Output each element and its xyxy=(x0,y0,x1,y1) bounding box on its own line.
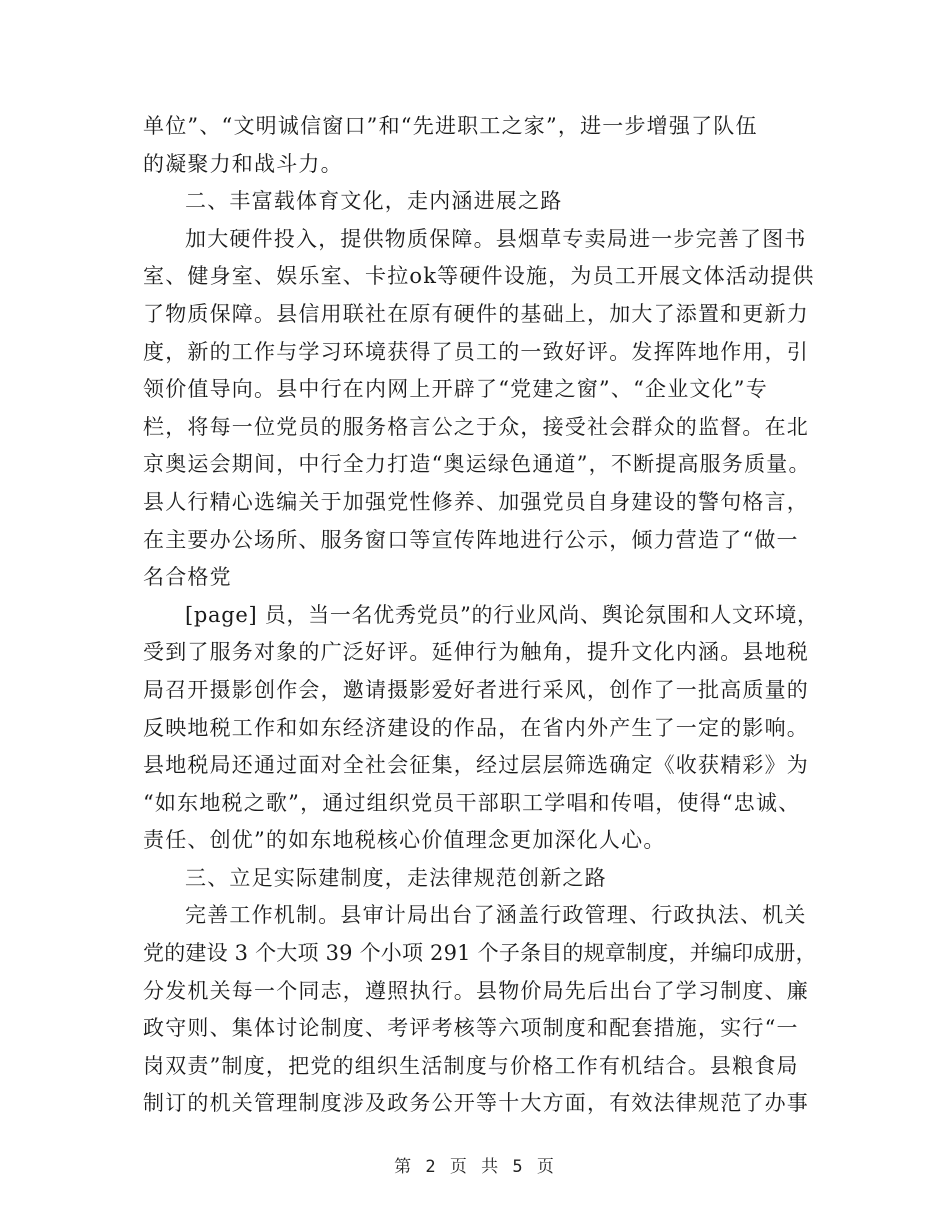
text-line: 县人行精心选编关于加强党性修养、加强党员自身建设的警句格言， xyxy=(143,489,809,514)
text-line: 县地税局还通过面对全社会征集，经过层层筛选确定《收获精彩》为 xyxy=(143,753,809,778)
text-line: 加大硬件投入，提供物质保障。县烟草专卖局进一步完善了图书 xyxy=(185,226,807,251)
text-line: 责任、创优”的如东地税核心价值理念更加深化人心。 xyxy=(143,828,666,853)
page-footer: 第 2 页 共 5 页 xyxy=(394,1157,556,1177)
text-line: 完善工作机制。县审计局出台了涵盖行政管理、行政执法、机关 xyxy=(185,903,807,928)
text-line: 室、健身室、娱乐室、卡拉ok等硬件设施，为员工开展文体活动提供 xyxy=(143,264,815,289)
text-line: 了物质保障。县信用联社在原有硬件的基础上，加大了添置和更新力 xyxy=(143,301,809,326)
text-line: 领价值导向。县中行在内网上开辟了“党建之窗”、“企业文化”专 xyxy=(143,377,768,402)
text-line: 名合格党 xyxy=(143,565,232,590)
text-line: 二、丰富载体育文化，走内涵进展之路 xyxy=(185,189,563,214)
text-line: 政守则、集体讨论制度、考评考核等六项制度和配套措施，实行“一 xyxy=(143,1016,799,1041)
text-line: “如东地税之歌”，通过组织党员干部职工学唱和传唱，使得“忠诚、 xyxy=(143,790,801,815)
text-line: 度，新的工作与学习环境获得了员工的一致好评。发挥阵地作用，引 xyxy=(143,339,809,364)
text-line: 制订的机关管理制度涉及政务公开等十大方面，有效法律规范了办事 xyxy=(143,1091,809,1116)
document-body xyxy=(143,108,823,1123)
text-line: 党的建设 3 个大项 39 个小项 291 个子条目的规章制度，并编印成册， xyxy=(143,941,817,966)
text-line: 京奥运会期间，中行全力打造“奥运绿色通道”，不断提高服务质量。 xyxy=(143,452,811,477)
text-line: 局召开摄影创作会，邀请摄影爱好者进行采风，创作了一批高质量的 xyxy=(143,677,809,702)
text-line: 三、立足实际建制度，走法律规范创新之路 xyxy=(185,865,607,890)
text-line: 的凝聚力和战斗力。 xyxy=(143,151,343,176)
text-line: 单位”、“文明诚信窗口”和“先进职工之家”，进一步增强了队伍 xyxy=(143,114,758,138)
text-line: 反映地税工作和如东经济建设的作品，在省内外产生了一定的影响。 xyxy=(143,715,809,740)
text-line: 分发机关每一个同志，遵照执行。县物价局先后出台了学习制度、廉 xyxy=(143,978,809,1003)
text-line: 受到了服务对象的广泛好评。延伸行为触角，提升文化内涵。县地税 xyxy=(143,640,809,665)
text-line: [page] 员，当一名优秀党员”的行业风尚、舆论氛围和人文环境， xyxy=(185,602,819,627)
text-line: 在主要办公场所、服务窗口等宣传阵地进行公示，倾力营造了“做一 xyxy=(143,527,799,552)
text-line: 岗双责”制度，把党的组织生活制度与价格工作有机结合。县粮食局 xyxy=(143,1053,799,1078)
text-line: 栏，将每一位党员的服务格言公之于众，接受社会群众的监督。在北 xyxy=(143,414,809,439)
